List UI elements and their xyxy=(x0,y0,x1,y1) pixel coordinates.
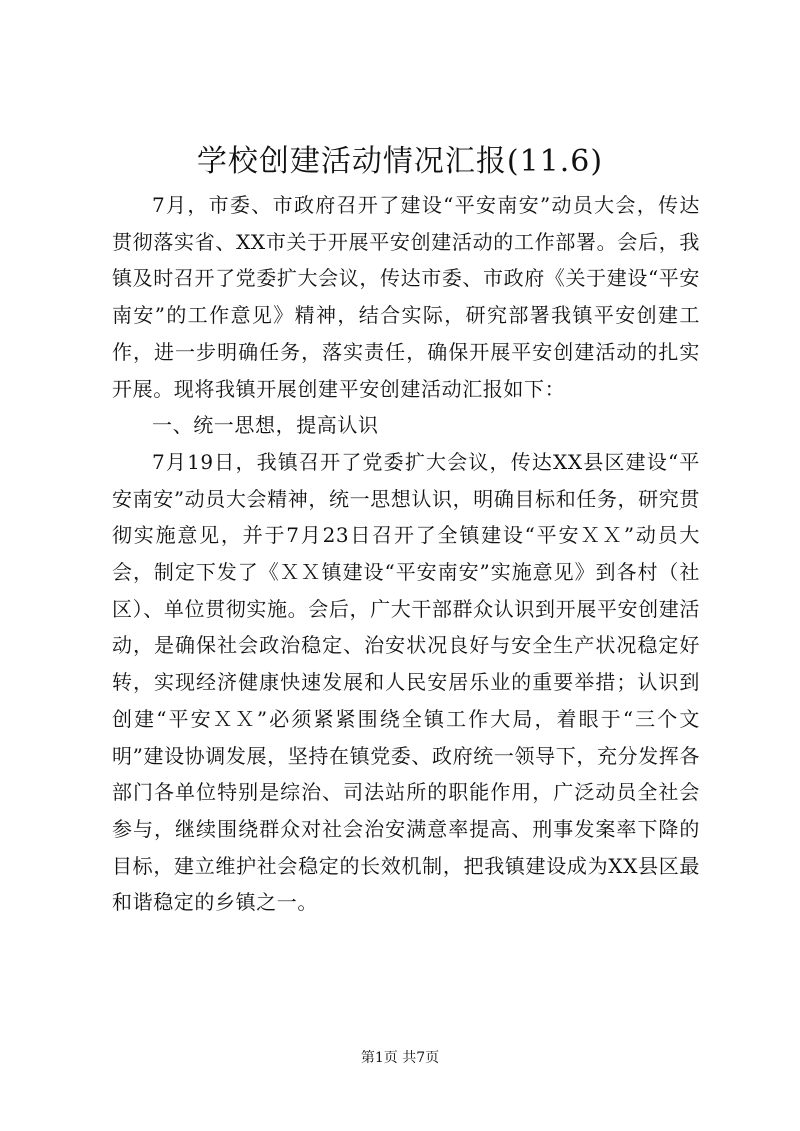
section-paragraph: 7月19日，我镇召开了党委扩大会议，传达XX县区建设“平安南安”动员大会精神，统一思想认识，明确目标和任务，研究贯彻实施意见，并于7月23日召开了全镇建设“平安ＸＸ”动员大会，制定下发了《ＸＸ镇建设“平安南安”实施意见》到各村（社区）、单位贯彻实施。会后，广大干部群众认识到开展平安创建活动，是确保社会政治稳定、治安状况良好与安全生产状况稳定好转，实现经济健康快速发展和人民安居乐业的重要举措；认识到创建“平安ＸＸ”必须紧紧围绕全镇工作大局，着眼于“三个文明”建设协调发展，坚持在镇党委、政府统一领导下，充分发挥各部门各单位特别是综治、司法站所的职能作用，广泛动员全社会参与，继续围绕群众对社会治安满意率提高、刑事发案率下降的目标，建立维护社会稳定的长效机制，把我镇建设成为XX县区最和谐稳定的乡镇之一。 xyxy=(112,449,700,915)
document-title: 学校创建活动情况汇报(11.6) xyxy=(196,144,604,179)
section-heading: 一、统一思想，提高认识 xyxy=(152,413,379,438)
document-body xyxy=(112,187,700,921)
page-footer: 第1页 共7页 xyxy=(360,1050,440,1066)
intro-paragraph: 7月，市委、市政府召开了建设“平安南安”动员大会，传达贯彻落实省、XX市关于开展平安创建活动的工作部署。会后，我镇及时召开了党委扩大会议，传达市委、市政府《关于建设“平安南安”的工作意见》精神，结合实际，研究部署我镇平安创建工作，进一步明确任务，落实责任，确保开展平安创建活动的扎实开展。现将我镇开展创建平安创建活动汇报如下： xyxy=(112,193,700,401)
